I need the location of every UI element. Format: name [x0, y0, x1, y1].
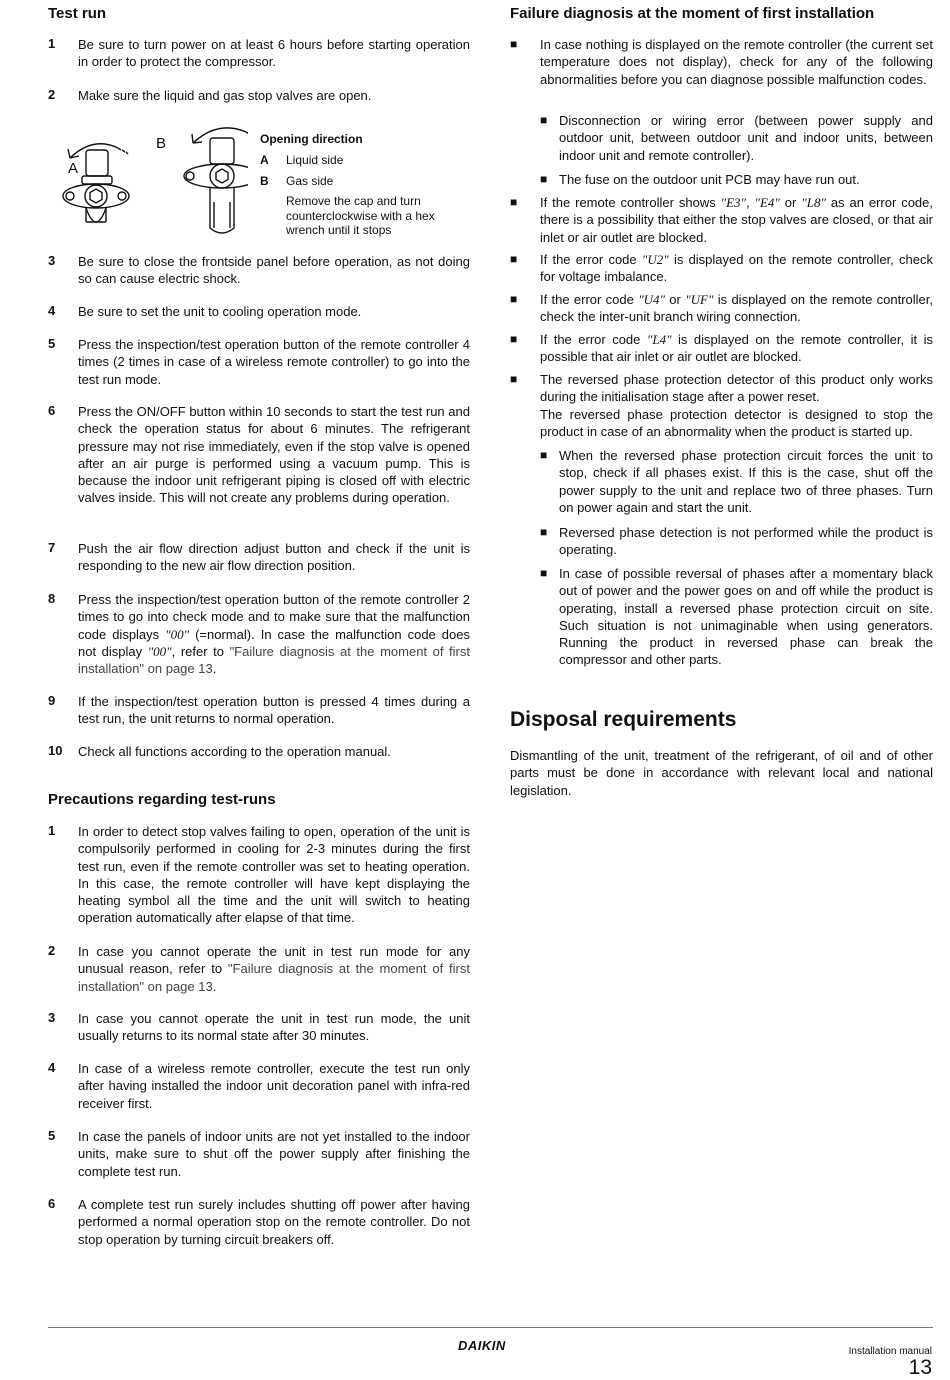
figure-caption-title: Opening direction — [260, 132, 363, 146]
legend-liquid-side: Liquid side — [286, 153, 344, 167]
bullet-icon: ■ — [540, 448, 548, 462]
disposal-heading: Disposal requirements — [510, 708, 737, 731]
bullet-icon: ■ — [510, 37, 518, 51]
footer-divider — [48, 1327, 933, 1328]
cross-reference-link[interactable]: "Failure diagnosis at the moment of first installation" on page 13 — [78, 961, 470, 994]
bullet-icon: ■ — [510, 292, 518, 306]
valve-figure: A B Opening direction A Liquid side B Gas side Remove the cap and turn counterclockwise with a hex wrench until it stops — [48, 118, 471, 240]
figure-note: Remove the cap and turn counterclockwise with a hex wrench until it stops — [286, 194, 435, 237]
figure-label-b: B — [156, 135, 167, 152]
disposal-text: Dismantling of the unit, treatment of the refrigerant, of oil and of other parts must be done in accordance with relevant local and national legislation. — [510, 748, 933, 798]
daikin-logo: DAIKIN — [458, 1338, 506, 1353]
bullet-icon: ■ — [540, 566, 548, 580]
bullet-icon: ■ — [510, 372, 518, 386]
cross-reference-link[interactable]: "Failure diagnosis at the moment of first installation" on page 13 — [78, 643, 470, 677]
stop-valves-illustration — [48, 118, 248, 240]
test-run-heading: Test run — [48, 5, 107, 22]
bullet-icon: ■ — [510, 332, 518, 346]
footer-manual-title: Installation manual — [848, 1346, 932, 1357]
page-number: 13 — [908, 1356, 932, 1379]
failure-diagnosis-heading: Failure diagnosis at the moment of first installation — [510, 5, 875, 22]
figure-label-a: A — [68, 160, 79, 177]
legend-gas-side: Gas side — [286, 174, 334, 188]
precautions-heading: Precautions regarding test-runs — [48, 791, 276, 808]
bullet-icon: ■ — [540, 113, 548, 127]
bullet-icon: ■ — [510, 252, 518, 266]
bullet-icon: ■ — [540, 172, 548, 186]
bullet-icon: ■ — [510, 195, 518, 209]
bullet-icon: ■ — [540, 525, 548, 539]
